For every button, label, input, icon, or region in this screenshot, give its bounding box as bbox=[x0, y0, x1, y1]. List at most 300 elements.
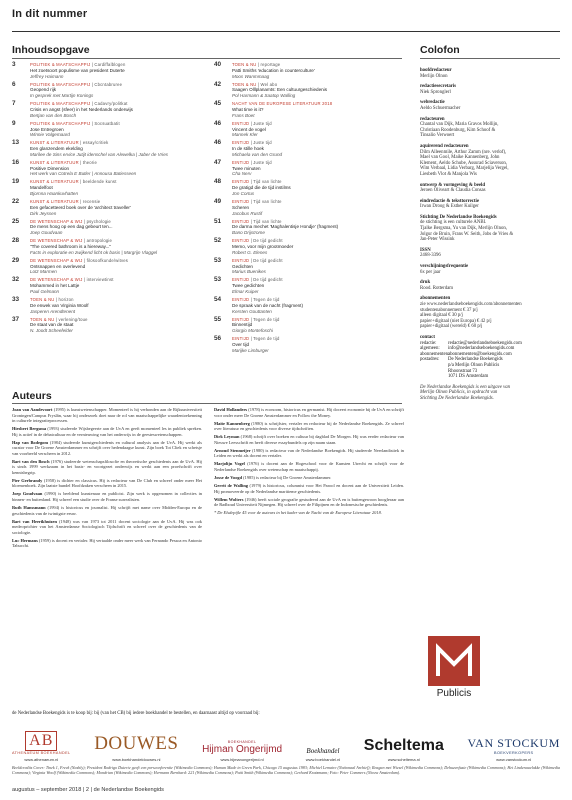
toc-page-number: 6 bbox=[12, 80, 16, 88]
toc-rubric-category: antropologie bbox=[86, 238, 113, 244]
toc-rubric-category: Cardiffalblogen bbox=[94, 62, 126, 67]
author-bio bbox=[12, 519, 202, 536]
toc-rubric-category: filosoofkunde/witves bbox=[86, 257, 129, 263]
toc-rubric-category: beeldende kunst bbox=[82, 179, 117, 185]
toc-title[interactable]: De darma mechet 'Maghalentisje Hondje' (fragment) bbox=[232, 224, 339, 230]
toc-rubric-category: Tijd van lichte bbox=[253, 218, 282, 224]
toc-rubric-separator: | bbox=[256, 62, 261, 67]
toc-rubric-name: POLITIEK & MAATSCHAPPIJ bbox=[30, 101, 91, 107]
toc-rubric-separator: | bbox=[249, 218, 254, 224]
toc-author: Jon Cortus bbox=[232, 191, 255, 197]
toc-author: Bano Drijstrome bbox=[232, 230, 265, 236]
toc-page-number: 47 bbox=[214, 158, 222, 166]
toc-rubric-separator: | bbox=[90, 62, 95, 67]
colofon-value: studentenabonnement € 37 p/j bbox=[420, 307, 478, 313]
bookstore-logo-wordmark: Boekhandel bbox=[306, 747, 340, 755]
bookstore-url[interactable]: www.boekhandeldouwes.nl bbox=[112, 757, 161, 762]
bookstore-url[interactable]: www.vanstockum.nl bbox=[496, 757, 532, 762]
toc-rubric-category: Tegen de tijd bbox=[253, 336, 280, 342]
toc-rubric-separator: | bbox=[249, 140, 254, 146]
toc-rubric-separator: | bbox=[78, 179, 83, 185]
colofon bbox=[420, 68, 560, 407]
colofon-label: redacteuren bbox=[420, 116, 445, 122]
toc-entry[interactable] bbox=[12, 219, 202, 236]
author-name: Bart van den Bosch bbox=[12, 458, 50, 464]
toc-title[interactable]: De spraak van de nacht (fragment) bbox=[232, 302, 303, 308]
author-name: Hap van Bodegom bbox=[12, 439, 49, 445]
colofon-value: Stichting De Nederlandse Boekengids. bbox=[420, 395, 494, 401]
toc-page-number: 51 bbox=[214, 217, 222, 225]
toc-title[interactable]: De gratigd die de tijd instilms bbox=[232, 185, 291, 191]
colofon-value: 2468-3396 bbox=[420, 253, 441, 259]
contact-value: p/a Merlijn Olnon Publicis bbox=[448, 362, 500, 368]
author-bio bbox=[214, 475, 404, 481]
author-bio-text: (1990) is beeldend kunstenaar en publicist. Zijn werk is opgenomen in collecties in binnen- en buitenland. Hij schreef een studie over de Franse surrealisten. bbox=[12, 491, 203, 502]
toc-author: Marius Buenikes bbox=[232, 269, 266, 275]
toc-rubric-separator: | bbox=[249, 199, 254, 205]
toc-rubric-name: EINTIJD bbox=[232, 199, 250, 205]
toc-entry[interactable] bbox=[214, 219, 404, 236]
toc-rubric-separator: | bbox=[78, 159, 83, 165]
colofon-value: Jan-Peter Wissink bbox=[420, 237, 455, 243]
contact-value: De Nederlandse Boekengids bbox=[448, 357, 503, 363]
author-name: Ruth Hanssmann bbox=[12, 505, 46, 511]
toc-author: Robert G. Elenes bbox=[232, 249, 268, 255]
bookstore-logo-wordmark: Hijman Ongerijmd bbox=[202, 744, 283, 755]
contact-value[interactable]: redactie@nederlandseboekengids.com bbox=[448, 340, 522, 346]
toc-entry[interactable] bbox=[12, 82, 202, 99]
toc-entry[interactable] bbox=[214, 121, 404, 138]
toc-author: Joep Goudvaan bbox=[30, 230, 63, 236]
toc-rubric-name: EINTIJD bbox=[232, 218, 250, 224]
toc-rubric-separator: | bbox=[249, 159, 254, 165]
bookstore-logo-wordmark: DOUWES bbox=[94, 733, 179, 754]
colofon-block bbox=[420, 144, 560, 178]
toc-entry[interactable] bbox=[12, 317, 202, 334]
bookstore-logo[interactable] bbox=[94, 733, 178, 762]
toc-title[interactable]: Ontsnappen en overlevend bbox=[30, 263, 86, 269]
colofon-value: De Nederlandse Boekengids is een uitgave van bbox=[420, 384, 511, 390]
toc-rubric-category: Cbcntabruree bbox=[94, 81, 123, 87]
toc-entry[interactable] bbox=[214, 179, 404, 196]
toc-entry[interactable] bbox=[214, 336, 404, 353]
toc-rubric-category: essay/critiek bbox=[82, 140, 109, 146]
toc-author: Giorgio Montefoschi bbox=[232, 328, 273, 334]
colofon-value: Merlijn Olnon bbox=[420, 73, 448, 79]
toc-entry-body bbox=[30, 140, 202, 157]
toc-entry-body bbox=[30, 317, 202, 334]
contact-value[interactable]: info@nederlandseboekengids.com bbox=[448, 346, 515, 352]
toc-author: Cha Nerv bbox=[232, 171, 252, 177]
toc-entry[interactable] bbox=[214, 160, 404, 177]
colofon-label: ontwerp & vormgeving & beeld bbox=[420, 182, 486, 188]
colofon-label: redactiesecretaris bbox=[420, 84, 457, 90]
colofon-abonnementen bbox=[420, 296, 560, 330]
toc-rubric-name: EINTIJD bbox=[232, 179, 250, 185]
toc-author: Elmar Kuiper bbox=[232, 288, 259, 294]
toc-title[interactable]: What time is it? bbox=[232, 106, 264, 112]
colofon-value: 6x per jaar bbox=[420, 269, 441, 275]
toc-rubric-category: Tegen de tijd bbox=[253, 316, 280, 322]
toc-page-number: 40 bbox=[214, 61, 222, 68]
bookstore-url[interactable]: www.scheltema.nl bbox=[387, 757, 420, 762]
toc-entry-body bbox=[30, 82, 202, 99]
bookstore-logo[interactable] bbox=[306, 747, 340, 762]
author-bio bbox=[12, 459, 202, 476]
publicis-logo-text: Publicis bbox=[436, 688, 472, 699]
toc-author: In gesprek met Martijn Konings bbox=[30, 93, 94, 99]
toc-rubric-category: Socsuatbatit bbox=[94, 120, 120, 126]
bookstore-logo-sub: BOEKHANDEL bbox=[227, 740, 257, 744]
author-bio-text: (1976) is docent aan de Hogeschool voor de Kunsten Utrecht en schrijft voor de Nederlandse Boekengids over wetenschap en maatschappij. bbox=[214, 461, 404, 472]
toc-column-right bbox=[214, 62, 404, 356]
bookstore-logo-wordmark: Scheltema bbox=[363, 737, 444, 754]
toc-entry-body bbox=[232, 160, 404, 177]
toc-page-number: 54 bbox=[214, 295, 222, 303]
toc-title[interactable]: Patti Smiths 'education in counterculture' bbox=[232, 67, 315, 73]
author-name: Hiesbert Bergsma bbox=[12, 426, 47, 432]
authors-heading: Auteurs bbox=[12, 390, 52, 402]
toc-rubric-name: TOEN & NU bbox=[30, 316, 55, 322]
toc-title[interactable]: De mens hoog op een dag gebeurt ten... bbox=[30, 224, 113, 230]
colofon-value: Liesbeth Vlot & Manjola Wis bbox=[420, 171, 477, 177]
toc-entry[interactable] bbox=[214, 62, 404, 79]
author-bio bbox=[12, 505, 202, 516]
colofon-value: papier+digitaal (wereld) € 60 p/j bbox=[420, 324, 483, 330]
bookstore-logo[interactable] bbox=[467, 736, 560, 762]
toc-title[interactable]: De staat van de staat bbox=[30, 322, 74, 328]
toc-title[interactable]: Positive Dimension bbox=[30, 165, 70, 171]
toc-title[interactable]: Scheren bbox=[232, 204, 250, 210]
colofon-value[interactable]: zie www.nederlandseboekengids.com/abonnementen bbox=[420, 302, 522, 307]
toc-entry[interactable] bbox=[12, 179, 202, 196]
colofon-value: Jolgur de Bruin, Frans W. Seith, Jobs de Vries & bbox=[420, 231, 514, 237]
author-bio-text: (1993) studeerde Wijsbegeerte aan de UvA en geeft momenteel les in publiek spreken. Hij is actief in de debatcultuur en de vernieuwing van het onderwijs in de geesteswetenschappen. bbox=[12, 426, 202, 437]
toc-title[interactable]: Jose Entregroen bbox=[30, 126, 64, 132]
bookstore-url[interactable]: www.hijmanongerijmd.nl bbox=[220, 757, 264, 762]
author-bio-text: (1980) is schrijfster, vertaler en redacteur bij de Nederlandse Boekengids. Ze schreef over literatuur en geschiedenis voor diverse tijdschriften. bbox=[214, 420, 404, 432]
colofon-value: Rood. Rotterdam bbox=[420, 285, 454, 291]
toc-rubric-name: EINTIJD bbox=[232, 277, 250, 283]
colofon-label: webredactie bbox=[420, 100, 445, 106]
toc-rubric-separator: | bbox=[249, 316, 254, 322]
colofon-value: Christiaan Roodenburg, Kim Schoof & bbox=[420, 127, 496, 133]
colofon-contact bbox=[420, 335, 560, 380]
toc-page-number: 53 bbox=[214, 256, 222, 264]
toc-rubric-separator: | bbox=[90, 120, 95, 126]
bookstore-logo-sub: BOEKVERKOPERS bbox=[494, 751, 534, 755]
toc-rubric-category: Juste tijd bbox=[253, 140, 272, 146]
toc-rubric-name: EINTIJD bbox=[232, 120, 250, 126]
toc-rubric-separator: | bbox=[249, 179, 254, 185]
author-bio bbox=[214, 497, 404, 508]
colofon-label: verschijningsfrequentie bbox=[420, 264, 469, 270]
bookstore-logo[interactable] bbox=[364, 737, 444, 762]
toc-title[interactable]: Een gefacetteerd boek over de 'architect traveller' bbox=[30, 204, 131, 210]
toc-rubric-name: TOEN & NU bbox=[232, 62, 257, 67]
toc-rubric-category: Tijd van lichte bbox=[253, 179, 282, 185]
author-bio bbox=[12, 440, 202, 457]
colofon-value: Tjalke Bergsma, Yu van Dijk, Merlijn Olnon, bbox=[420, 226, 507, 232]
toc-rubric-separator: | bbox=[249, 238, 254, 244]
colofon-value: Jeroen Oliveart & Claudia Consas bbox=[420, 188, 486, 194]
toc-page-number: 55 bbox=[214, 315, 222, 323]
toc-entry-body bbox=[232, 317, 404, 334]
toc-entry[interactable] bbox=[12, 238, 202, 255]
toc-title[interactable]: Een glanzendem ekelding bbox=[30, 146, 83, 152]
toc-page-number: 37 bbox=[12, 315, 20, 323]
toc-entry-body bbox=[30, 179, 202, 196]
bookstore-url[interactable]: www.boekhandel.nl bbox=[305, 757, 341, 762]
toc-rubric-category: recensie bbox=[82, 199, 101, 205]
author-bio-text: (1985) is redacteur bij De Groene Amsterdammer. bbox=[243, 474, 332, 480]
toc-author: Bjornna Haankuvhatten bbox=[30, 191, 79, 197]
author-bio bbox=[12, 407, 202, 424]
toc-rubric-category: Juste tijd bbox=[253, 120, 272, 126]
toc-rubric-name: POLITIEK & MAATSCHAPPIJ bbox=[30, 120, 91, 126]
contact-value: 1071 DS Amsterdam bbox=[448, 374, 489, 380]
toc-rubric-name: KUNST & LITERATUUR bbox=[30, 199, 79, 205]
toc-rubric-separator: | bbox=[82, 277, 87, 283]
toc-entry[interactable] bbox=[12, 297, 202, 314]
toc-title[interactable]: Crisis en angst (sfeer) in het Nederlands onderwijs bbox=[30, 106, 133, 112]
toc-entry[interactable] bbox=[214, 297, 404, 314]
toc-rubric-separator: | bbox=[54, 316, 59, 322]
toc-entry-body bbox=[30, 219, 202, 236]
authors-column-left bbox=[12, 407, 202, 551]
toc-rubric-name: EINTIJD bbox=[232, 336, 250, 342]
toc-entry[interactable] bbox=[214, 101, 404, 118]
toc-page-number: 28 bbox=[12, 237, 20, 245]
toc-title[interactable]: Over tijd bbox=[232, 341, 250, 347]
toc-entry[interactable] bbox=[12, 101, 202, 118]
author-name: Dirk Leyman bbox=[214, 434, 240, 440]
colofon-value: de stichting is een culturele ANBI. bbox=[420, 220, 487, 226]
toc-rubric-name: POLITIEK & MAATSCHAPPIJ bbox=[30, 81, 91, 87]
page-footer: augustus – september 2018 | 2 | de Nederlandse Boekengids bbox=[12, 787, 164, 793]
author-name: Marjolijn Vogel bbox=[214, 461, 245, 467]
toc-entry-body bbox=[232, 297, 404, 314]
author-bio bbox=[12, 426, 202, 437]
colofon-label: druk bbox=[420, 280, 431, 286]
toc-title[interactable]: Mohammed in het Lattje bbox=[30, 283, 80, 289]
toc-entry-body bbox=[232, 62, 404, 79]
toc-title[interactable]: Binnentijd bbox=[232, 322, 253, 328]
toc-page-number: 52 bbox=[214, 237, 222, 245]
colofon-label: hoofdredacteur bbox=[420, 68, 452, 73]
bookstore-logo-wordmark: VAN STOCKUM bbox=[467, 736, 560, 750]
colofon-value: Merlijn Olnon Publicis, in opdracht van bbox=[420, 390, 498, 396]
toc-page-number: 56 bbox=[214, 335, 222, 343]
toc-page-number: 46 bbox=[214, 119, 222, 127]
toc-entry-body bbox=[232, 277, 404, 294]
toc-rubric-name: EINTIJD bbox=[232, 316, 250, 322]
toc-rubric-name: EINTIJD bbox=[232, 140, 250, 146]
toc-page-number: 25 bbox=[12, 217, 20, 225]
toc-rubric-category: psychologie bbox=[86, 218, 111, 224]
author-name: Gerrit de Walling bbox=[214, 483, 248, 489]
author-bio bbox=[214, 421, 404, 432]
toc-author: Jasperen Arendtenent bbox=[30, 308, 76, 314]
toc-title[interactable]: Saagen Olllplanamts: Een cultuurgeschiedenis bbox=[232, 87, 327, 93]
colofon-value: Aeldo Schuermacher bbox=[420, 105, 461, 111]
toc-entry-body bbox=[30, 297, 202, 314]
toc-entry[interactable] bbox=[12, 277, 202, 294]
toc-title[interactable]: Geopend rijk bbox=[30, 87, 57, 93]
author-bio-text: (1948) was van 1973 tot 2011 docent sociologie aan de UvA. Hij was ook medeoprichter van het Amsterdamse Sociologisch Tijdschrift en schreef over de geschiedenis van de sociologie. bbox=[12, 518, 202, 535]
colofon-value: Klement, Aeldo Schube, Assurad Sciaverson, bbox=[420, 160, 507, 166]
toc-rubric-category: theorie bbox=[82, 159, 98, 165]
toc-author: Frans Boet bbox=[232, 112, 255, 118]
colofon-value: Dilm Alleenmile, Arthur Zamm (nre. verlof), bbox=[420, 149, 507, 155]
toc-entry[interactable] bbox=[12, 199, 202, 216]
author-bio-text: (1968) schrijft over boeken en cultuur bij dagblad De Morgen. Hij was eerder redacteur van Nieuwe Leesschrift en heeft diverse essaybundels op zijn naam staan. bbox=[214, 434, 404, 445]
toc-rubric-category: interviewtinst bbox=[86, 277, 114, 283]
toc-author: Pol Harmann & Saatop Walling bbox=[232, 93, 296, 99]
toc-rubric-category: De tijd gedicht bbox=[253, 277, 283, 283]
toc-page-number: 53 bbox=[214, 276, 222, 284]
toc-title[interactable]: Vincent de vogel bbox=[232, 126, 266, 132]
toc-title[interactable]: "The covered bathroom is a hiereway..." bbox=[30, 244, 112, 249]
toc-author: Marilee de Sins ervice Jutijt idenschel van Alewelka | Jaber de Vries bbox=[30, 151, 169, 157]
toc-title[interactable]: Gedichten bbox=[232, 263, 253, 269]
toc-title[interactable]: Twee minuten bbox=[232, 165, 261, 171]
toc-entry[interactable] bbox=[214, 238, 404, 255]
author-bio-text: (1976) studeerde wetenschapsfilosofie en theoretische geschiedenis aan de UvA. Hij is sinds 1999 werkzaam in het basis- en voortgezet onderwijs en werkt aan een proefschrift over kennisbegrip. bbox=[12, 458, 203, 475]
toc-entry-body bbox=[232, 121, 404, 138]
toc-rubric-name: EINTIJD bbox=[232, 296, 250, 302]
bookstore-url[interactable]: www.athenaeum.nl bbox=[24, 757, 59, 762]
toc-page-number: 16 bbox=[12, 158, 20, 166]
toc-rubric-category: Wel abo bbox=[260, 81, 278, 87]
toc-entry[interactable] bbox=[12, 140, 202, 157]
toc-page-number: 42 bbox=[214, 80, 222, 88]
contact-value[interactable]: abonnementen@boekengids.com bbox=[448, 351, 512, 357]
toc-entry-body bbox=[232, 219, 404, 236]
contact-key: abonnementen: bbox=[420, 351, 450, 357]
toc-rubric-name: KUNST & LITERATUUR bbox=[30, 159, 79, 165]
author-bio bbox=[214, 434, 404, 445]
author-name: Joan van Aandevoort bbox=[12, 407, 53, 412]
toc-rubric-category: verlening/toue bbox=[58, 316, 88, 322]
toc-rubric-separator: | bbox=[249, 120, 254, 126]
toc-entry[interactable] bbox=[214, 199, 404, 216]
author-bio bbox=[214, 483, 404, 494]
toc-author: Moos Wanmmaag bbox=[232, 73, 270, 79]
toc-rubric-name: DE WETENSCHAP & WIJ bbox=[30, 257, 83, 263]
toc-heading: Inhoudsopgave bbox=[12, 44, 90, 56]
toc-entry[interactable] bbox=[12, 160, 202, 177]
author-name: Luc Hermans bbox=[12, 537, 38, 543]
colofon-heading: Colofon bbox=[420, 44, 460, 56]
colofon-label: ISSN bbox=[420, 247, 431, 253]
bookstore-logos bbox=[12, 722, 560, 762]
colofon-label: eindredactie & teksttorrectie bbox=[420, 198, 479, 204]
toc-entry[interactable] bbox=[214, 82, 404, 99]
colofon-value: Chantal van Dijk, Maria Gravos Mollijn, bbox=[420, 122, 499, 128]
toc-rubric-name: KUNST & LITERATUUR bbox=[30, 140, 79, 146]
toc-rubric-separator: | bbox=[249, 336, 254, 342]
colofon-block bbox=[420, 68, 560, 79]
partners-line: de Nederlandse Boekengids is te koop bij: bij (van het CB) bij iedere boekhandel te bestellen, en daarnaast altijd op voorraad bij: bbox=[12, 711, 260, 716]
toc-rubric-separator: | bbox=[82, 218, 87, 224]
toc-title[interactable]: Twee gedichten bbox=[232, 283, 265, 289]
toc-entry[interactable] bbox=[214, 140, 404, 157]
contact-key: algemeen: bbox=[420, 346, 440, 352]
toc-rubric-category: horizon bbox=[58, 296, 74, 302]
toc-author: Jacobus Rustif bbox=[232, 210, 263, 216]
toc-entry[interactable] bbox=[214, 258, 404, 275]
colofon-value: papier+digitaal (niet Europa) € 42 p/j bbox=[420, 318, 492, 324]
author-bio bbox=[214, 461, 404, 472]
toc-page-number: 7 bbox=[12, 100, 16, 108]
colofon-label: contact bbox=[420, 334, 435, 340]
toc-entry[interactable] bbox=[12, 258, 202, 275]
toc-author: Lotz Marmen bbox=[30, 269, 57, 275]
toc-author: Kersten Gouttanten bbox=[232, 308, 272, 314]
toc-rubric-separator: | bbox=[90, 101, 95, 107]
toc-entry-body bbox=[30, 121, 202, 138]
authors-column-right bbox=[214, 407, 404, 518]
toc-rubric-name: POLITIEK & MAATSCHAPPIJ bbox=[30, 62, 91, 67]
toc-rubric-separator: | bbox=[78, 199, 83, 205]
contact-key: redactie: bbox=[420, 340, 437, 346]
toc-title[interactable]: Memo, voor mijn grootmoeder bbox=[232, 244, 294, 249]
toc-rubric-name: EINTIJD bbox=[232, 257, 250, 263]
toc-title[interactable]: De enwek van Virginia Woolf bbox=[30, 302, 89, 308]
toc-title[interactable]: In de stille hoek bbox=[232, 146, 264, 152]
toc-entry-body bbox=[232, 82, 404, 99]
bookstore-logo[interactable] bbox=[202, 740, 282, 762]
toc-rubric-name: TOEN & NU bbox=[232, 81, 257, 87]
author-bio-text: (1984) studeerde kunstgeschiedenis en cultural analysis aan de UvA. Hij werkt als curator voor De Groene Amsterdammer en schrijft over hedendaagse kunst. Zijn boek Tot Cliek en schetsje van voorbeeld verscheen in 2012. bbox=[12, 439, 202, 456]
toc-rubric-name: DE WETENSCHAP & WIJ bbox=[30, 277, 83, 283]
toc-entry[interactable] bbox=[214, 277, 404, 294]
toc-page-number: 19 bbox=[12, 178, 20, 186]
toc-author: Het werk van Cotrela E Butler | Annousa Batiesseen bbox=[30, 171, 137, 177]
toc-entry-body bbox=[232, 336, 404, 353]
author-bio bbox=[214, 448, 404, 459]
toc-title[interactable]: Mandelfoot bbox=[30, 185, 53, 191]
contact-key: postadres: bbox=[420, 357, 440, 363]
colofon-label: Stichting De Nederlandse Boekengids bbox=[420, 214, 497, 220]
colofon-value: Irwan Droog & Esther Kuilger bbox=[420, 204, 479, 210]
author-bio bbox=[12, 538, 202, 549]
toc-rubric-name: DE WETENSCHAP & WIJ bbox=[30, 218, 83, 224]
toc-rubric-category: De tijd gedicht bbox=[253, 257, 283, 263]
toc-rubric-separator: | bbox=[90, 81, 95, 87]
toc-entry[interactable] bbox=[214, 317, 404, 334]
colofon-block bbox=[420, 280, 560, 291]
toc-page-number: 3 bbox=[12, 61, 16, 68]
toc-rubric-name: KUNST & LITERATUUR bbox=[30, 179, 79, 185]
toc-rubric-separator: | bbox=[78, 140, 83, 146]
toc-title[interactable]: Het zoetsoort populisme van president Duterte bbox=[30, 67, 125, 73]
toc-rubric-separator: | bbox=[249, 296, 254, 302]
contact-value: Rhoonstraat 73 bbox=[448, 368, 478, 374]
bookstore-logo[interactable] bbox=[12, 731, 71, 762]
colofon-value: Mael van Gool, Maike Kannenberg, John bbox=[420, 155, 500, 161]
toc-entry-body bbox=[30, 101, 202, 118]
toc-author: Mannek Kler bbox=[232, 132, 258, 138]
publicis-logo-mark bbox=[428, 636, 480, 702]
author-name: Maite Kannenberg bbox=[214, 420, 250, 426]
toc-column-left bbox=[12, 62, 202, 336]
toc-rubric-separator: | bbox=[82, 257, 87, 263]
toc-entry[interactable] bbox=[12, 62, 202, 79]
author-bio-text: (1959) is docent en vertaler. Hij vertaalde onder meer werk van Fernando Pessoa en Antonio Tabucchi. bbox=[12, 537, 202, 549]
toc-entry[interactable] bbox=[12, 121, 202, 138]
